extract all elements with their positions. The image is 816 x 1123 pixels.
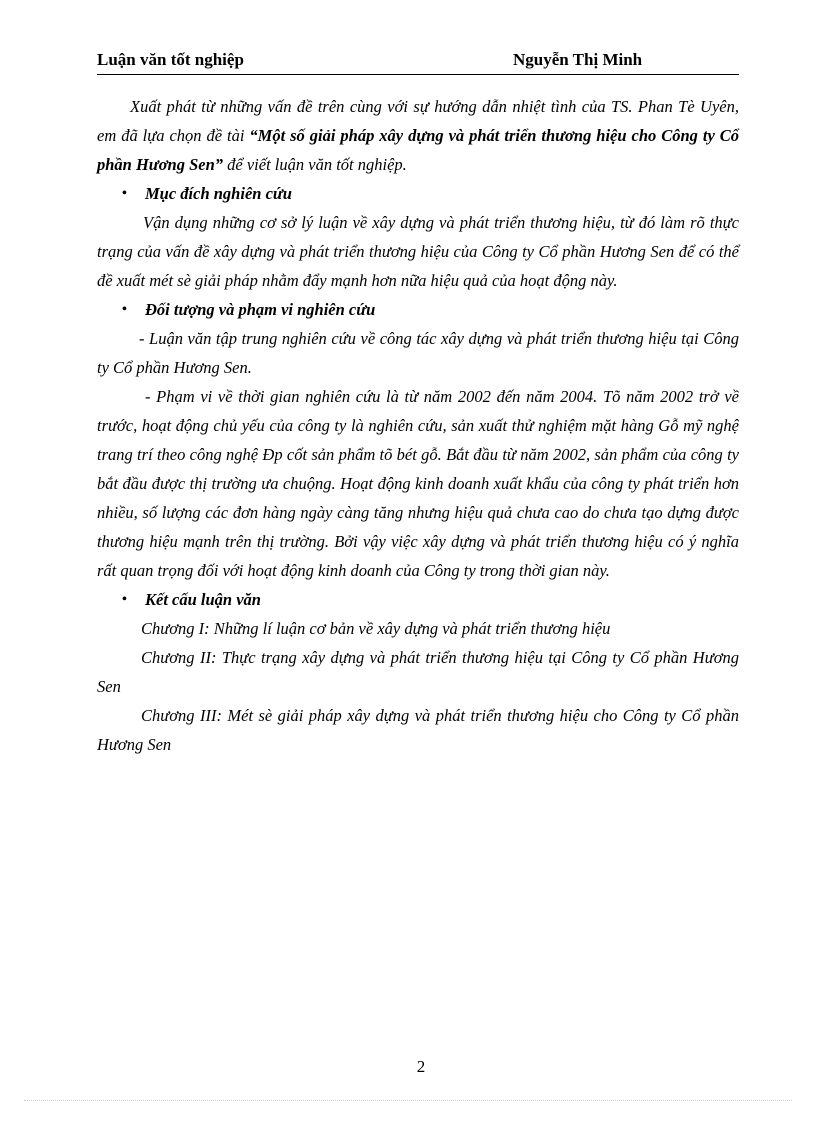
header-title: Luận văn tốt nghiệp (97, 50, 244, 69)
bullet-icon: • (122, 186, 127, 201)
chapter-3: Chương III: Mét sè giải pháp xây dựng và phát triển thương hiệu cho Công ty Cổ phần Hương Sen (97, 706, 739, 754)
page-number: 2 (416, 1057, 426, 1076)
intro-paragraph (97, 92, 739, 179)
scope-paragraph-1: - Luận văn tập trung nghiên cứu về công tác xây dựng và phát triển thương hiệu tại Công ty Cổ phần Hương Sen. (97, 329, 739, 377)
intro-text-start: Xuất phát từ những vấn đề trên cùng với sự hướng dẫn nhiệt tình của TS. Phan Tè Uyên, em đã lựa chọn đề tài (97, 97, 739, 145)
bullet-icon: • (122, 592, 127, 607)
scope-heading (97, 295, 739, 324)
page-bottom-divider (24, 1100, 792, 1101)
purpose-paragraph: Vận dụng những cơ sở lý luận về xây dựng và phát triển thương hiệu, từ đó làm rõ thực trạng của vấn đề xây dựng và phát triển thương hiệu của Công ty Cổ phần Hương Sen để có thể đề xuất mét sè giải pháp nhằm đẩy mạnh hơn nữa hiệu quả của hoạt động này. (97, 213, 739, 290)
scope-heading-text: Đối tượng và phạm vi nghiên cứu (145, 300, 376, 319)
chapter-1: Chương I: Những lí luận cơ bản về xây dựng và phát triển thương hiệu (141, 619, 611, 638)
structure-heading-text: Kết cấu luận văn (145, 590, 261, 609)
header-author: Nguyễn Thị Minh (513, 50, 643, 69)
purpose-heading (97, 179, 739, 208)
purpose-heading-text: Mục đích nghiên cứu (145, 184, 292, 203)
structure-heading (97, 585, 739, 614)
thesis-title: “Một số giải pháp xây dựng và phát triển thương hiệu cho Công ty Cổ phần Hương Sen” (97, 126, 739, 174)
intro-text-end: để viết luận văn tốt nghiệp. (223, 155, 407, 174)
scope-paragraph-2: - Phạm vi về thời gian nghiên cứu là từ năm 2002 đến năm 2004. Tõ năm 2002 trở về trước, hoạt động chủ yếu của công ty là nghiên cứu, sản xuất thử nghiệm mặt hàng Gỗ mỹ nghệ trang trí theo công nghệ Ðp cốt sản phẩm tõ bét gỗ. Bắt đầu từ năm 2002, sản phẩm của công ty bắt đầu được thị trường ưa chuộng. Hoạt động kinh doanh xuất khẩu của công ty phát triển hơn nhiều, số lượng các đơn hàng ngày càng tăng nhưng hiệu quả chưa cao do chưa tạo dựng được thương hiệu mạnh trên thị trường. Bởi vậy việc xây dựng và phát triển thương hiệu có ý nghĩa rất quan trọng đối với hoạt động kinh doanh của Công ty trong thời gian này. (97, 387, 739, 580)
chapter-2: Chương II: Thực trạng xây dựng và phát triển thương hiệu tại Công ty Cổ phần Hương Sen (97, 648, 739, 696)
page-body (97, 92, 739, 759)
page-header (97, 48, 739, 75)
bullet-icon: • (122, 302, 127, 317)
